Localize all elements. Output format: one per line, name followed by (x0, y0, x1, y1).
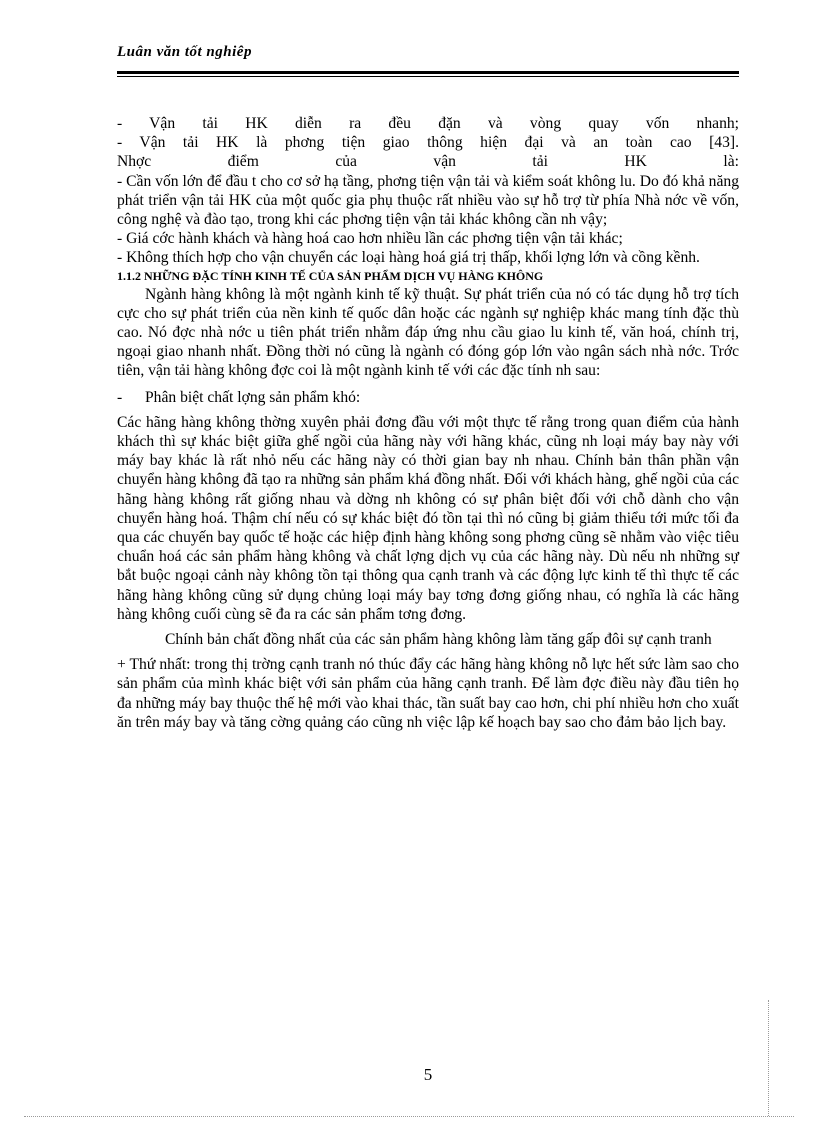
intro-paragraph: Ngành hàng không là một ngành kinh tế kỹ thuật. Sự phát triển của nó có tác dụng hỗ trợ tích cực cho sự phát triển của nền kinh tế quốc dân hoặc các ngành sự nghiệp khác mang tính đặc thù cao. Nó đợc nhà nớc u tiên phát triển nhằm đáp ứng nhu cầu giao lu kinh tế, văn hoá, chính trị, ngoại giao nhanh nhất. Đồng thời nó cũng là ngành có đóng góp lớn vào ngân sách nhà nớc. Trớc tiên, vận tải hàng không đợc coi là một ngành kinh tế với các đặc tính nh sau: (117, 285, 739, 380)
disadvantage-item-1: - Cần vốn lớn để đầu t cho cơ sở hạ tầng, phơng tiện vận tải và kiểm soát không lu. Do đó khả năng phát triển vận tải HK của một quốc gia phụ thuộc rất nhiều vào sự hỗ trợ từ phía Nhà nớc về vốn, công nghệ và đào tạo, trong khi các phơng tiện vận tải khác không cần nh vậy; (117, 172, 739, 229)
advantage-item-1: - Vận tải HK diễn ra đều đặn và vòng quay vốn nhanh; (117, 115, 739, 132)
bullet-text: Phân biệt chất lợng sản phẩm khó: (145, 388, 361, 406)
bullet-dash: - (117, 388, 123, 406)
disadvantage-item-2: - Giá cớc hành khách và hàng hoá cao hơn nhiều lần các phơng tiện vận tải khác; (117, 230, 623, 248)
running-header: Luân văn tốt nghiêp (117, 44, 252, 60)
disadvantage-item-3: - Không thích hợp cho vận chuyển các loại hàng hoá giá trị thấp, khối lợng lớn và cồng kềnh. (117, 249, 700, 267)
paragraph-product-homogeneity: Các hãng hàng không thờng xuyên phải đơng đầu với một thực tế rằng trong quan điểm của hành khách thì sự khác biệt giữa ghế ngồi của hãng này với hãng khác, cũng nh loại máy bay này với máy bay khác là rất nhỏ nếu các hãng này có thời gian bay nh nhau. Chính bản thân phần vận chuyển hàng không đã tạo ra những sản phẩm khá đồng nhất. Đối với khách hàng, ghế ngồi của các hãng hàng không rất giống nhau và dờng nh không có sự phân biệt đối với chỗ dành cho vận chuyển hàng hoá. Thậm chí nếu có sự khác biệt đó tồn tại thì nó cũng bị giảm thiểu tới mức tối đa qua các chuyến bay quốc tế hoặc các hiệp định hàng không song phơng cũng sẽ nhằm vào việc tiêu chuẩn hoá các sản phẩm hàng không và chất lợng dịch vụ của các hãng này. Dù nếu nh những sự bắt buộc ngoại cảnh này không tồn tại thông qua cạnh tranh và các động lực kinh tế thì thực tế các hãng hàng không cũng sử dụng chủng loại máy bay tơng đơng giống nhau, có nghĩa là các hãng hàng không cuối cùng sẽ đa ra các sản phẩm tơng đơng. (117, 413, 739, 623)
document-body (117, 114, 739, 732)
header-double-rule (117, 71, 739, 77)
disadvantage-intro: Nhợc điểm của vận tải HK là: (117, 153, 739, 171)
bullet-item (117, 388, 739, 407)
page-number: 5 (423, 1065, 433, 1084)
margin-guide-horizontal (24, 1116, 794, 1117)
paragraph-competition: Chính bản chất đồng nhất của các sản phẩm hàng không làm tăng gấp đôi sự cạnh tranh (165, 631, 712, 649)
margin-guide-vertical (768, 1000, 769, 1116)
advantage-item-2: - Vận tải HK là phơng tiện giao thông hiện đại và an toàn cao [43]. (117, 134, 739, 152)
paragraph-first-point: + Thứ nhất: trong thị trờng cạnh tranh nó thúc đẩy các hãng hàng không nỗ lực hết sức làm sao cho sản phẩm của mình khác biệt với sản phẩm của hãng cạnh tranh. Để làm đợc điều này đầu tiên họ đa những máy bay thuộc thế hệ mới vào khai thác, tần suất bay cao hơn, chi phí nhiều hơn cho xuất ăn trên máy bay và tăng cờng quảng cáo cũng nh việc lập kế hoạch bay sao cho đảm bảo lịch bay. (117, 656, 739, 731)
section-heading: 1.1.2 NHỮNG ĐẶC TÍNH KINH TẾ CỦA SẢN PHẨM DỊCH VỤ HÀNG KHÔNG (117, 268, 544, 283)
